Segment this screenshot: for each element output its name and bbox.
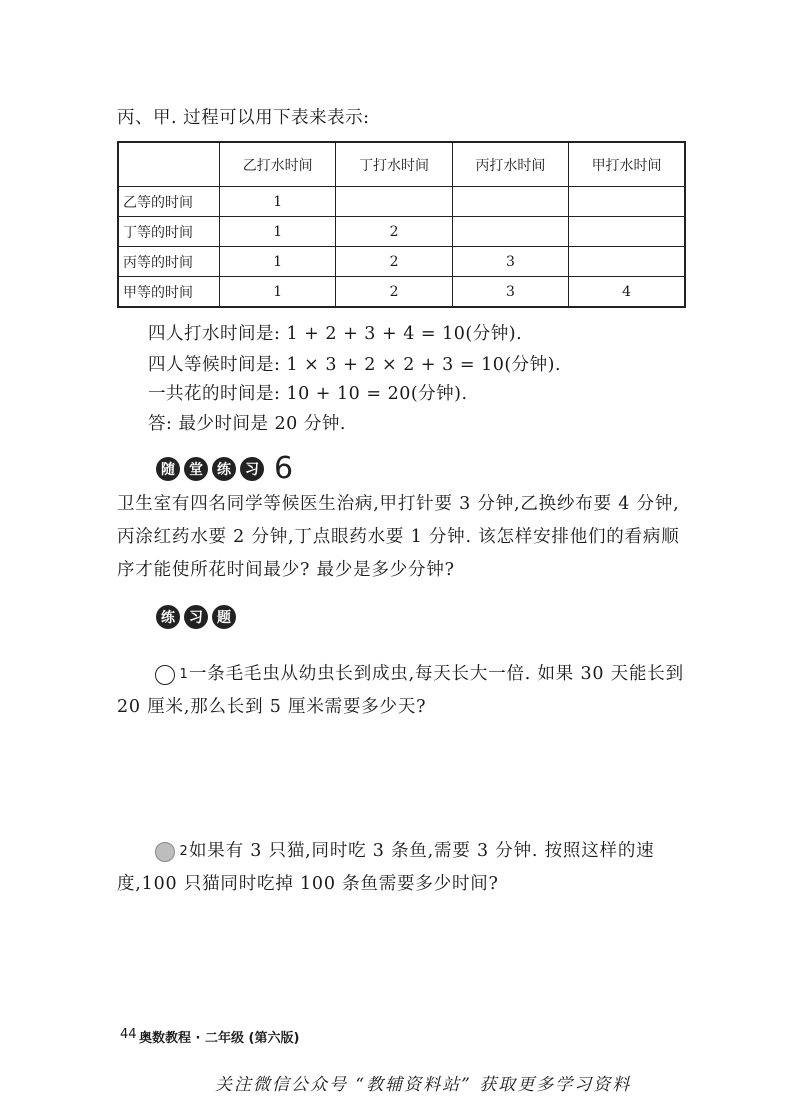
- table-cell: 2: [336, 247, 452, 277]
- table-cell: [336, 187, 452, 217]
- table-cell: 3: [452, 247, 568, 277]
- exercise-number-badge: 1: [155, 665, 175, 685]
- exercise-text: 一条毛毛虫从幼虫长到成虫,每天长大一倍. 如果 30 天能长到 20 厘米,那么长到 5 厘米需要多少天?: [117, 664, 684, 717]
- table-cell: [452, 187, 568, 217]
- practice-heading: [156, 451, 294, 486]
- table-header-cell: 丁打水时间: [336, 142, 452, 187]
- table-cell: 2: [336, 277, 452, 308]
- calc-line-1: 四人打水时间是: 1 + 2 + 3 + 4 = 10(分钟).: [148, 324, 523, 344]
- table-row-label: 甲等的时间: [118, 277, 220, 308]
- table-row-label: 乙等的时间: [118, 187, 220, 217]
- table-header-row: [118, 142, 685, 187]
- exercise-text: 如果有 3 只猫,同时吃 3 条鱼,需要 3 分钟. 按照这样的速度,100 只猫同时吃掉 100 条鱼需要多少时间?: [117, 841, 655, 894]
- calc-line-2: 四人等候时间是: 1 × 3 + 2 × 2 + 3 = 10(分钟).: [148, 355, 562, 375]
- table-header-cell: [118, 142, 220, 187]
- heading-badge: 堂: [184, 457, 208, 481]
- practice-number: 6: [274, 451, 294, 486]
- heading-badge: 随: [156, 457, 180, 481]
- table-row: [118, 247, 685, 277]
- exercise-number-badge: 2: [155, 842, 175, 862]
- answer-line: 答: 最少时间是 20 分钟.: [148, 414, 346, 434]
- table-row: [118, 277, 685, 308]
- table-cell: 4: [569, 277, 685, 308]
- practice-problem: 卫生室有四名同学等候医生治病,甲打针要 3 分钟,乙换纱布要 4 分钟,丙涂红药水要 2 分钟,丁点眼药水要 1 分钟. 该怎样安排他们的看病顺序才能使所花时间最少? 最少是多少分钟?: [117, 494, 680, 580]
- intro-line: 丙、甲. 过程可以用下表来表示:: [117, 108, 370, 128]
- table-cell: 2: [336, 217, 452, 247]
- exercise-item: [117, 658, 697, 724]
- table-cell: [569, 247, 685, 277]
- exercise-item: [117, 835, 697, 901]
- table-cell: [569, 217, 685, 247]
- table-header-cell: 乙打水时间: [220, 142, 336, 187]
- table-cell: 1: [220, 277, 336, 308]
- table-row-label: 丙等的时间: [118, 247, 220, 277]
- table-cell: 1: [220, 217, 336, 247]
- table-cell: 1: [220, 187, 336, 217]
- heading-badge: 练: [156, 605, 180, 629]
- table-row: [118, 217, 685, 247]
- heading-badge: 练: [212, 457, 236, 481]
- table-header-cell: 甲打水时间: [569, 142, 685, 187]
- table-header-cell: 丙打水时间: [452, 142, 568, 187]
- heading-badge: 习: [184, 605, 208, 629]
- heading-badge: 题: [212, 605, 236, 629]
- table-cell: 3: [452, 277, 568, 308]
- exercises-heading: [156, 605, 240, 629]
- page-number: 44: [120, 1027, 137, 1042]
- table-row: [118, 187, 685, 217]
- table-cell: 1: [220, 247, 336, 277]
- table-row-label: 丁等的时间: [118, 217, 220, 247]
- waiting-time-table: [117, 141, 686, 308]
- book-title: 奥数教程 · 二年级 (第六版): [139, 1031, 300, 1046]
- table-cell: [569, 187, 685, 217]
- watermark-text: 关注微信公众号 “教辅资料站” 获取更多学习资料: [215, 1075, 632, 1095]
- calc-line-3: 一共花的时间是: 10 + 10 = 20(分钟).: [148, 384, 468, 404]
- table-cell: [452, 217, 568, 247]
- heading-badge: 习: [240, 457, 264, 481]
